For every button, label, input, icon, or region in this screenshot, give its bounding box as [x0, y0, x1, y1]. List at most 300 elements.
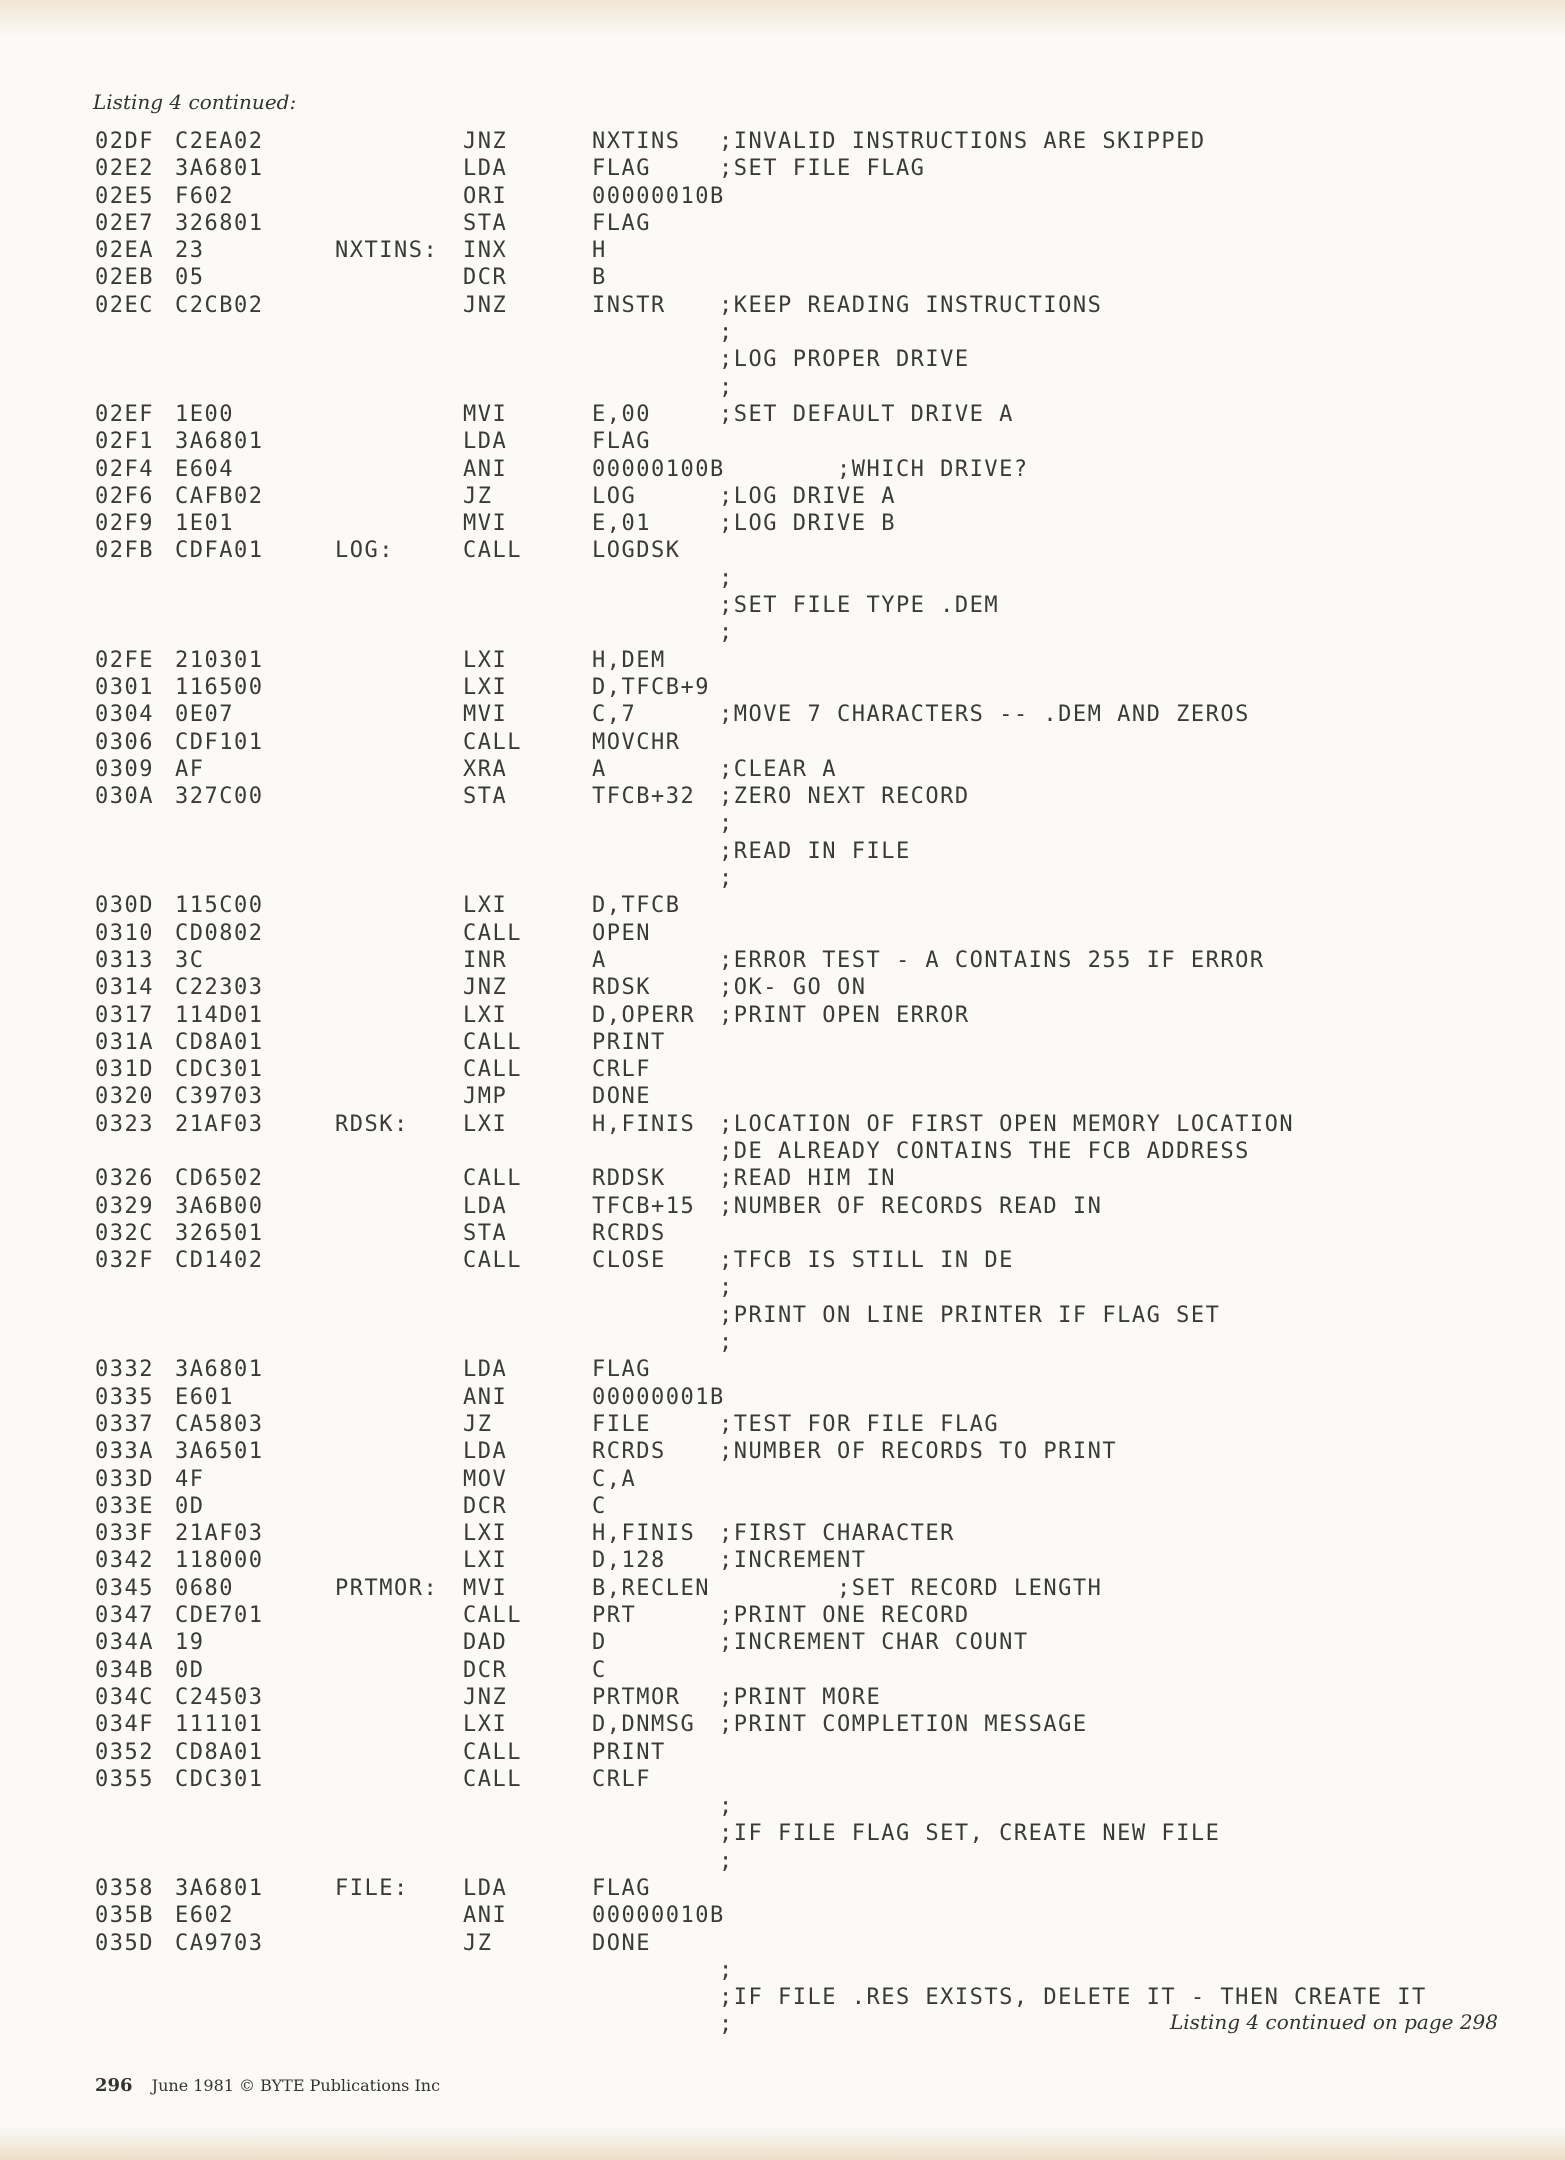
line-address: 0358 [95, 1876, 154, 1901]
line-comment: ;FIRST CHARACTER [719, 1521, 955, 1547]
line-address: 0335 [95, 1384, 154, 1410]
listing-line [95, 1493, 1515, 1520]
listing-line [95, 920, 1515, 947]
line-address: 0304 [95, 702, 154, 728]
line-address: 0345 [95, 1575, 154, 1601]
line-operand: C,7 [592, 702, 637, 728]
line-object-code: 19 [175, 1630, 205, 1656]
line-comment: ;CLEAR A [719, 756, 837, 782]
line-comment: ;INCREMENT [719, 1548, 867, 1574]
line-address: 02EB [95, 265, 154, 291]
listing-line [95, 1165, 1515, 1192]
line-operand: MOVCHR [592, 729, 681, 755]
line-address: 02DF [95, 129, 154, 154]
line-operand: PRINT [592, 1739, 666, 1765]
line-operand: D,128 [592, 1548, 666, 1574]
listing-line [95, 1329, 1515, 1356]
line-operand: CRLF [592, 1057, 651, 1083]
line-address: 0317 [95, 1002, 154, 1028]
listing-line [95, 1793, 1515, 1820]
line-opcode: MVI [463, 1575, 508, 1601]
line-address: 02EA [95, 238, 154, 264]
line-address: 034F [95, 1712, 154, 1738]
listing-line [95, 783, 1515, 810]
line-address: 034B [95, 1657, 154, 1683]
line-object-code: 3A6801 [175, 429, 264, 455]
line-address: 0326 [95, 1166, 154, 1192]
listing-line [95, 1302, 1515, 1329]
line-comment: ;PRINT MORE [719, 1684, 882, 1710]
line-address: 033E [95, 1493, 154, 1519]
line-object-code: AF [175, 756, 205, 782]
line-operand: 00000001B [592, 1384, 725, 1410]
listing-line [95, 319, 1515, 346]
line-object-code: CD6502 [175, 1166, 264, 1192]
line-address: 034C [95, 1684, 154, 1710]
line-comment: ;LOCATION OF FIRST OPEN MEMORY LOCATION [719, 1111, 1295, 1137]
line-operand: C [592, 1657, 607, 1683]
line-operand: NXTINS [592, 129, 681, 154]
line-object-code: 3A6801 [175, 156, 264, 182]
line-object-code: CAFB02 [175, 483, 264, 509]
line-comment: ;READ HIM IN [719, 1166, 896, 1192]
line-operand: FILE [592, 1411, 651, 1437]
line-address: 0320 [95, 1084, 154, 1110]
listing-line [95, 619, 1515, 646]
listing-line [95, 1384, 1515, 1411]
listing-line [95, 1220, 1515, 1247]
line-comment: ; [719, 1794, 734, 1820]
line-object-code: 114D01 [175, 1002, 264, 1028]
line-comment: ;IF FILE FLAG SET, CREATE NEW FILE [719, 1821, 1221, 1847]
listing-line [95, 1438, 1515, 1465]
listing-line [95, 346, 1515, 373]
line-operand: H,DEM [592, 647, 666, 673]
line-address: 02F4 [95, 456, 154, 482]
listing-line [95, 1602, 1515, 1629]
listing-line [95, 183, 1515, 210]
line-operand: A [592, 756, 607, 782]
line-object-code: 3A6501 [175, 1439, 264, 1465]
line-opcode: JNZ [463, 975, 508, 1001]
line-address: 02FB [95, 538, 154, 564]
line-comment: ; [719, 565, 734, 591]
line-address: 02FE [95, 647, 154, 673]
line-comment: ;PRINT COMPLETION MESSAGE [719, 1712, 1088, 1738]
line-operand: B,RECLEN [592, 1575, 710, 1601]
line-operand: D,OPERR [592, 1002, 696, 1028]
line-operand: B [592, 265, 607, 291]
line-address: 0342 [95, 1548, 154, 1574]
line-operand: A [592, 947, 607, 973]
line-address: 0323 [95, 1111, 154, 1137]
assembly-listing [95, 128, 1515, 2039]
listing-line [95, 1193, 1515, 1220]
line-object-code: CDFA01 [175, 538, 264, 564]
line-address: 035B [95, 1903, 154, 1929]
listing-caption: Listing 4 continued: [93, 90, 297, 114]
line-operand: H,FINIS [592, 1521, 696, 1547]
line-comment: ;SET FILE FLAG [719, 156, 926, 182]
line-operand: CLOSE [592, 1248, 666, 1274]
line-object-code: C2EA02 [175, 129, 264, 154]
listing-line [95, 1711, 1515, 1738]
line-comment: ;DE ALREADY CONTAINS THE FCB ADDRESS [719, 1138, 1250, 1164]
line-opcode: LDA [463, 156, 508, 182]
listing-line [95, 892, 1515, 919]
line-object-code: C22303 [175, 975, 264, 1001]
line-operand: RDSK [592, 975, 651, 1001]
line-comment: ;LOG DRIVE B [719, 511, 896, 537]
line-comment: ;PRINT ON LINE PRINTER IF FLAG SET [719, 1302, 1221, 1328]
line-object-code: E604 [175, 456, 234, 482]
line-comment: ;READ IN FILE [719, 838, 911, 864]
line-operand: 00000010B [592, 1903, 725, 1929]
line-operand: DONE [592, 1930, 651, 1956]
line-comment: ;WHICH DRIVE? [719, 456, 1029, 482]
line-object-code: C24503 [175, 1684, 264, 1710]
line-object-code: 115C00 [175, 893, 264, 919]
listing-line [95, 1274, 1515, 1301]
line-object-code: CDC301 [175, 1057, 264, 1083]
line-address: 02EC [95, 292, 154, 318]
line-object-code: 0E07 [175, 702, 234, 728]
listing-line [95, 1083, 1515, 1110]
listing-line [95, 701, 1515, 728]
line-comment: ;LOG PROPER DRIVE [719, 347, 970, 373]
line-comment: ;INVALID INSTRUCTIONS ARE SKIPPED [719, 129, 1206, 154]
line-address: 0301 [95, 674, 154, 700]
line-address: 033A [95, 1439, 154, 1465]
line-operand: RDDSK [592, 1166, 666, 1192]
line-comment: ;SET FILE TYPE .DEM [719, 593, 1000, 619]
line-opcode: CALL [463, 1766, 522, 1792]
line-address: 032F [95, 1248, 154, 1274]
line-object-code: 0680 [175, 1575, 234, 1601]
line-operand: TFCB+15 [592, 1193, 696, 1219]
line-operand: RCRDS [592, 1439, 666, 1465]
page-number: 296 [95, 2075, 133, 2096]
line-address: 0313 [95, 947, 154, 973]
line-opcode: MVI [463, 401, 508, 427]
line-object-code: CDF101 [175, 729, 264, 755]
line-opcode: LXI [463, 893, 508, 919]
line-comment: ;OK- GO ON [719, 975, 867, 1001]
line-object-code: 05 [175, 265, 205, 291]
line-opcode: JZ [463, 483, 493, 509]
line-object-code: 326501 [175, 1220, 264, 1246]
listing-line [95, 264, 1515, 291]
line-object-code: 0D [175, 1657, 205, 1683]
listing-line [95, 1547, 1515, 1574]
listing-line [95, 1520, 1515, 1547]
line-address: 0347 [95, 1603, 154, 1629]
line-label: LOG: [335, 538, 394, 564]
line-object-code: 118000 [175, 1548, 264, 1574]
listing-line [95, 1111, 1515, 1138]
line-object-code: 3A6801 [175, 1876, 264, 1901]
line-opcode: MOV [463, 1466, 508, 1492]
line-opcode: DCR [463, 265, 508, 291]
line-opcode: INR [463, 947, 508, 973]
line-opcode: CALL [463, 1166, 522, 1192]
line-opcode: INX [463, 238, 508, 264]
line-operand: C,A [592, 1466, 637, 1492]
listing-line [95, 756, 1515, 783]
line-object-code: CDC301 [175, 1766, 264, 1792]
line-comment: ;ZERO NEXT RECORD [719, 784, 970, 810]
line-comment: ; [719, 620, 734, 646]
listing-line [95, 565, 1515, 592]
line-object-code: CD0802 [175, 920, 264, 946]
line-comment: ;TFCB IS STILL IN DE [719, 1248, 1014, 1274]
line-opcode: ANI [463, 1384, 508, 1410]
line-object-code: 3C [175, 947, 205, 973]
listing-line [95, 1629, 1515, 1656]
line-opcode: LDA [463, 1357, 508, 1383]
listing-line [95, 537, 1515, 564]
listing-line [95, 647, 1515, 674]
listing-line [95, 1356, 1515, 1383]
line-comment: ;KEEP READING INSTRUCTIONS [719, 292, 1103, 318]
line-address: 030A [95, 784, 154, 810]
line-address: 02F6 [95, 483, 154, 509]
line-comment: ; [719, 1848, 734, 1874]
line-address: 0306 [95, 729, 154, 755]
listing-line [95, 1002, 1515, 1029]
line-address: 02EF [95, 401, 154, 427]
line-object-code: 23 [175, 238, 205, 264]
line-address: 034A [95, 1630, 154, 1656]
listing-line [95, 1739, 1515, 1766]
line-object-code: E601 [175, 1384, 234, 1410]
listing-line [95, 1247, 1515, 1274]
page-top-stain [0, 0, 1565, 38]
line-comment: ; [719, 1330, 734, 1356]
line-operand: E,00 [592, 401, 651, 427]
line-object-code: 21AF03 [175, 1521, 264, 1547]
line-address: 02E5 [95, 183, 154, 209]
line-comment: ;IF FILE .RES EXISTS, DELETE IT - THEN CREATE IT [719, 1985, 1427, 2011]
line-label: PRTMOR: [335, 1575, 439, 1601]
line-opcode: LXI [463, 1521, 508, 1547]
line-opcode: JZ [463, 1930, 493, 1956]
listing-line [95, 1930, 1515, 1957]
line-opcode: CALL [463, 920, 522, 946]
line-address: 0337 [95, 1411, 154, 1437]
line-operand: RCRDS [592, 1220, 666, 1246]
line-operand: TFCB+32 [592, 784, 696, 810]
line-label: NXTINS: [335, 238, 439, 264]
line-address: 032C [95, 1220, 154, 1246]
listing-line [95, 374, 1515, 401]
line-opcode: LXI [463, 1002, 508, 1028]
line-opcode: DCR [463, 1657, 508, 1683]
line-opcode: CALL [463, 1603, 522, 1629]
line-comment: ;SET RECORD LENGTH [719, 1575, 1103, 1601]
line-operand: D [592, 1630, 607, 1656]
line-opcode: LDA [463, 1876, 508, 1901]
line-address: 0310 [95, 920, 154, 946]
line-address: 02E2 [95, 156, 154, 182]
line-opcode: STA [463, 1220, 508, 1246]
listing-line [95, 947, 1515, 974]
line-address: 0355 [95, 1766, 154, 1792]
line-object-code: 3A6B00 [175, 1193, 264, 1219]
line-opcode: LDA [463, 1193, 508, 1219]
line-opcode: ANI [463, 1903, 508, 1929]
line-object-code: C2CB02 [175, 292, 264, 318]
line-address: 0332 [95, 1357, 154, 1383]
line-opcode: LDA [463, 1439, 508, 1465]
line-opcode: LXI [463, 1111, 508, 1137]
line-comment: ;NUMBER OF RECORDS TO PRINT [719, 1439, 1118, 1465]
listing-line [95, 1575, 1515, 1602]
line-address: 0309 [95, 756, 154, 782]
line-address: 0352 [95, 1739, 154, 1765]
line-operand: D,DNMSG [592, 1712, 696, 1738]
line-operand: LOG [592, 483, 637, 509]
line-object-code: CD8A01 [175, 1739, 264, 1765]
line-address: 02F1 [95, 429, 154, 455]
listing-line [95, 1902, 1515, 1929]
listing-line [95, 1848, 1515, 1875]
line-operand: D,TFCB+9 [592, 674, 710, 700]
line-label: FILE: [335, 1876, 409, 1901]
listing-line [95, 210, 1515, 237]
line-object-code: E602 [175, 1903, 234, 1929]
line-opcode: JNZ [463, 292, 508, 318]
line-opcode: STA [463, 784, 508, 810]
line-address: 0329 [95, 1193, 154, 1219]
listing-line [95, 483, 1515, 510]
listing-line [95, 155, 1515, 182]
listing-line [95, 1029, 1515, 1056]
line-operand: H [592, 238, 607, 264]
line-object-code: 0D [175, 1493, 205, 1519]
listing-line [95, 1138, 1515, 1165]
line-opcode: LXI [463, 674, 508, 700]
line-operand: H,FINIS [592, 1111, 696, 1137]
line-address: 02E7 [95, 210, 154, 236]
line-object-code: 21AF03 [175, 1111, 264, 1137]
line-comment: ;SET DEFAULT DRIVE A [719, 401, 1014, 427]
listing-continuation-note: Listing 4 continued on page 298 [1170, 2010, 1498, 2034]
line-comment: ; [719, 320, 734, 346]
line-comment: ;INCREMENT CHAR COUNT [719, 1630, 1029, 1656]
line-operand: FLAG [592, 1357, 651, 1383]
line-object-code: CD1402 [175, 1248, 264, 1274]
listing-line [95, 1766, 1515, 1793]
line-operand: 00000100B [592, 456, 725, 482]
line-object-code: 327C00 [175, 784, 264, 810]
line-object-code: 1E01 [175, 511, 234, 537]
line-opcode: LXI [463, 647, 508, 673]
line-address: 0314 [95, 975, 154, 1001]
line-opcode: ANI [463, 456, 508, 482]
line-operand: C [592, 1493, 607, 1519]
line-opcode: DCR [463, 1493, 508, 1519]
line-comment: ;LOG DRIVE A [719, 483, 896, 509]
line-address: 035D [95, 1930, 154, 1956]
line-operand: FLAG [592, 210, 651, 236]
listing-line [95, 1411, 1515, 1438]
listing-line [95, 838, 1515, 865]
line-label: RDSK: [335, 1111, 409, 1137]
listing-line [95, 292, 1515, 319]
line-object-code: 3A6801 [175, 1357, 264, 1383]
listing-line [95, 1466, 1515, 1493]
line-object-code: 111101 [175, 1712, 264, 1738]
line-object-code: 4F [175, 1466, 205, 1492]
line-operand: FLAG [592, 1876, 651, 1901]
line-address: 033D [95, 1466, 154, 1492]
listing-line [95, 1657, 1515, 1684]
line-operand: FLAG [592, 156, 651, 182]
line-comment: ; [719, 374, 734, 400]
line-comment: ; [719, 2012, 734, 2038]
publication-credit: June 1981 © BYTE Publications Inc [151, 2076, 441, 2095]
line-operand: PRT [592, 1603, 637, 1629]
listing-line [95, 510, 1515, 537]
line-object-code: CA5803 [175, 1411, 264, 1437]
listing-line [95, 1984, 1515, 2011]
line-object-code: C39703 [175, 1084, 264, 1110]
line-opcode: LXI [463, 1548, 508, 1574]
line-opcode: CALL [463, 1739, 522, 1765]
line-object-code: CA9703 [175, 1930, 264, 1956]
line-operand: E,01 [592, 511, 651, 537]
line-address: 030D [95, 893, 154, 919]
listing-line [95, 674, 1515, 701]
line-comment: ; [719, 1957, 734, 1983]
line-operand: INSTR [592, 292, 666, 318]
line-object-code: 116500 [175, 674, 264, 700]
line-object-code: 1E00 [175, 401, 234, 427]
line-operand: FLAG [592, 429, 651, 455]
listing-line [95, 237, 1515, 264]
line-opcode: JNZ [463, 129, 508, 154]
line-address: 031A [95, 1029, 154, 1055]
listing-line [95, 729, 1515, 756]
line-opcode: LXI [463, 1712, 508, 1738]
listing-line [95, 1957, 1515, 1984]
line-opcode: JZ [463, 1411, 493, 1437]
line-object-code: 326801 [175, 210, 264, 236]
listing-line [95, 428, 1515, 455]
line-opcode: CALL [463, 1248, 522, 1274]
line-object-code: CDE701 [175, 1603, 264, 1629]
line-opcode: JMP [463, 1084, 508, 1110]
line-opcode: DAD [463, 1630, 508, 1656]
line-comment: ;ERROR TEST - A CONTAINS 255 IF ERROR [719, 947, 1265, 973]
listing-line [95, 1684, 1515, 1711]
line-address: 031D [95, 1057, 154, 1083]
line-operand: LOGDSK [592, 538, 681, 564]
line-opcode: JNZ [463, 1684, 508, 1710]
page-bottom-stain [0, 2126, 1565, 2160]
page-footer [95, 2075, 440, 2096]
line-operand: OPEN [592, 920, 651, 946]
line-comment: ;TEST FOR FILE FLAG [719, 1411, 1000, 1437]
line-operand: PRTMOR [592, 1684, 681, 1710]
line-object-code: 210301 [175, 647, 264, 673]
line-comment: ;MOVE 7 CHARACTERS -- .DEM AND ZEROS [719, 702, 1250, 728]
line-opcode: MVI [463, 702, 508, 728]
listing-line [95, 592, 1515, 619]
listing-line [95, 1875, 1515, 1902]
listing-line [95, 1056, 1515, 1083]
